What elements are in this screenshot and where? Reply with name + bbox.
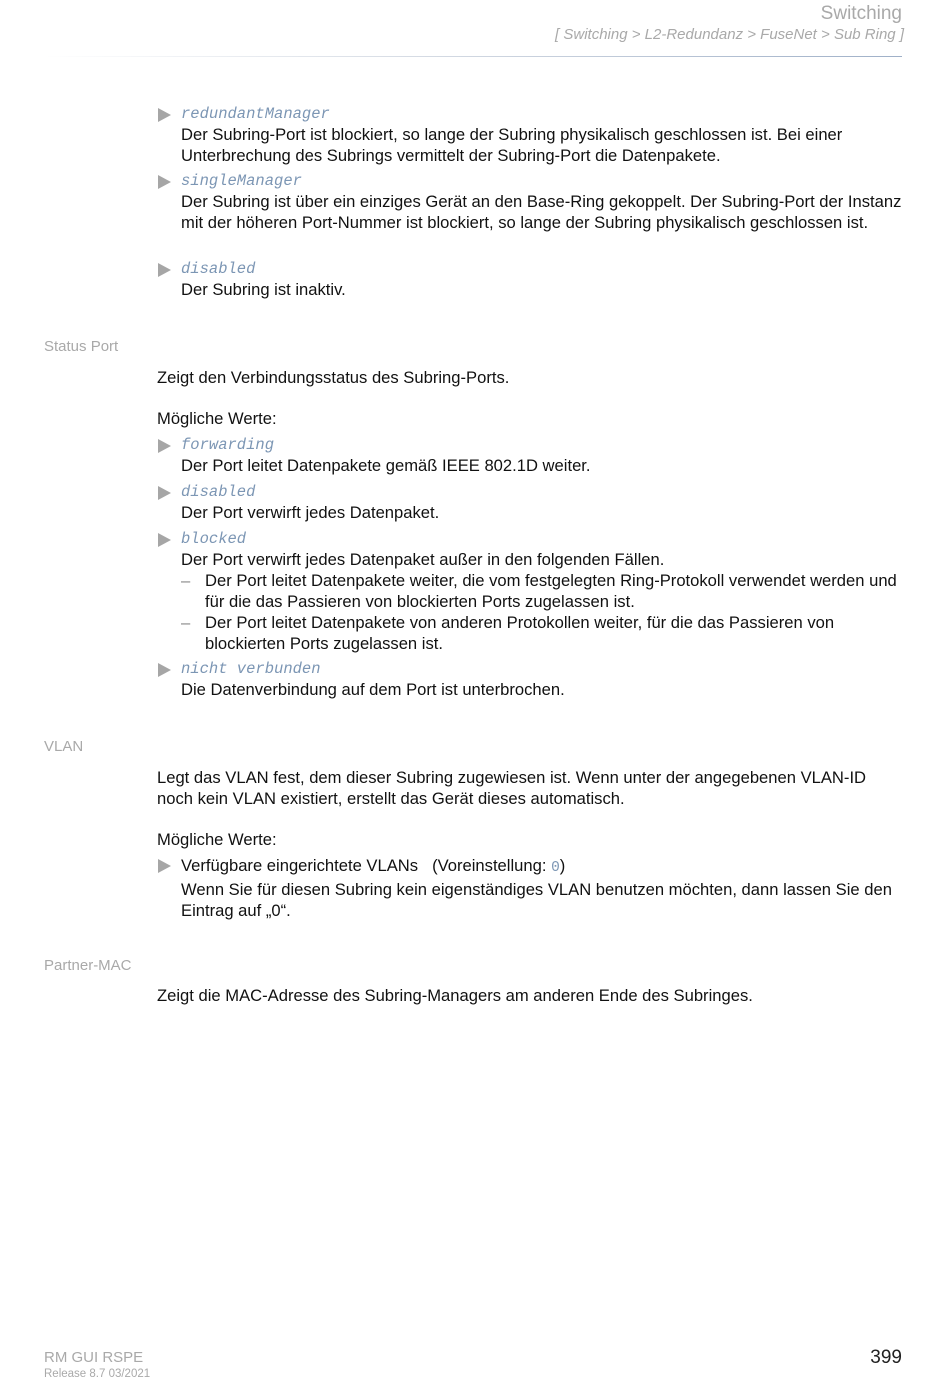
value-description: Wenn Sie für diesen Subring kein eigenständiges VLAN benutzen möchten, dann lassen Sie den Eintrag auf „0“.	[181, 880, 892, 920]
partner-mac-intro: Zeigt die MAC-Adresse des Subring-Managers am anderen Ende des Subringes.	[157, 986, 753, 1005]
triangle-right-icon	[158, 859, 171, 873]
value-code: singleManager	[181, 172, 302, 190]
header-breadcrumb: [ Switching > L2-Redundanz > FuseNet > Sub Ring ]	[555, 26, 904, 43]
list-item-disabled	[157, 259, 902, 300]
value-description: Der Port verwirft jedes Datenpaket.	[181, 503, 440, 522]
sub-list-item	[181, 570, 902, 612]
footer-release: Release 8.7 03/2021	[44, 1368, 151, 1380]
triangle-right-icon	[158, 663, 171, 677]
default-suffix: )	[559, 856, 566, 875]
header-divider	[44, 56, 902, 57]
list-item-vlans	[157, 855, 902, 921]
section-label-vlan: VLAN	[44, 738, 84, 755]
value-headline	[181, 855, 902, 879]
dash-bullet: –	[181, 571, 191, 590]
value-code: disabled	[181, 260, 256, 278]
value-code: nicht verbunden	[181, 660, 321, 678]
vlan-intro: Legt das VLAN fest, dem dieser Subring zugewiesen ist. Wenn unter der angegebenen VLAN-ID noch kein VLAN existiert, erstellt das Gerät dieses automatisch.	[157, 768, 867, 808]
section-label-partner-mac: Partner-MAC	[44, 957, 132, 974]
section-label-status-port: Status Port	[44, 338, 119, 355]
vlan-values-heading: Mögliche Werte:	[157, 830, 277, 849]
sub-list-text: Der Port leitet Datenpakete weiter, die vom festgelegten Ring-Protokoll verwendet werden und für die das Passieren von blockierten Ports zugelassen ist.	[205, 571, 897, 611]
header-title: Switching	[820, 3, 902, 24]
value-code: redundantManager	[181, 105, 330, 123]
sub-list-item	[181, 612, 902, 654]
triangle-right-icon	[158, 263, 171, 277]
list-item-forwarding	[157, 435, 902, 476]
list-item-blocked	[157, 529, 902, 654]
value-description: Der Subring ist über ein einziges Gerät an den Base-Ring gekoppelt. Der Subring-Port der Instanz mit der höheren Port-Nummer ist blockiert, so lange der Subring physikalisch geschlossen ist.	[181, 192, 902, 232]
list-item-disabled	[157, 482, 902, 523]
default-value: 0	[551, 860, 560, 876]
default-hint	[432, 856, 565, 875]
list-item-single-manager	[157, 171, 902, 233]
page-number: 399	[870, 1347, 902, 1368]
default-prefix: (Voreinstellung:	[432, 856, 552, 875]
value-code: blocked	[181, 530, 247, 548]
triangle-right-icon	[158, 439, 171, 453]
value-description: Der Subring ist inaktiv.	[181, 280, 346, 299]
list-item-redundant-manager	[157, 104, 902, 166]
value-description: Der Subring-Port ist blockiert, so lange der Subring physikalisch geschlossen ist. Bei einer Unterbrechung des Subrings vermittelt der Subring-Port die Datenpakete.	[181, 125, 843, 165]
value-description: Die Datenverbindung auf dem Port ist unterbrochen.	[181, 680, 565, 699]
value-description: Der Port leitet Datenpakete gemäß IEEE 802.1D weiter.	[181, 456, 591, 475]
value-code: disabled	[181, 483, 256, 501]
value-description: Der Port verwirft jedes Datenpaket außer in den folgenden Fällen.	[181, 550, 665, 569]
dash-bullet: –	[181, 613, 191, 632]
value-label: Verfügbare eingerichtete VLANs	[181, 856, 419, 875]
value-code: forwarding	[181, 436, 275, 454]
footer-document-name: RM GUI RSPE	[44, 1349, 144, 1366]
status-port-values-heading: Mögliche Werte:	[157, 409, 277, 428]
triangle-right-icon	[158, 533, 171, 547]
triangle-right-icon	[158, 486, 171, 500]
triangle-right-icon	[158, 108, 171, 122]
list-item-nicht-verbunden	[157, 659, 902, 700]
triangle-right-icon	[158, 175, 171, 189]
sub-list-text: Der Port leitet Datenpakete von anderen Protokollen weiter, für die das Passieren von blockierten Ports zugelassen ist.	[205, 613, 835, 653]
status-port-intro: Zeigt den Verbindungsstatus des Subring-Ports.	[157, 368, 510, 387]
